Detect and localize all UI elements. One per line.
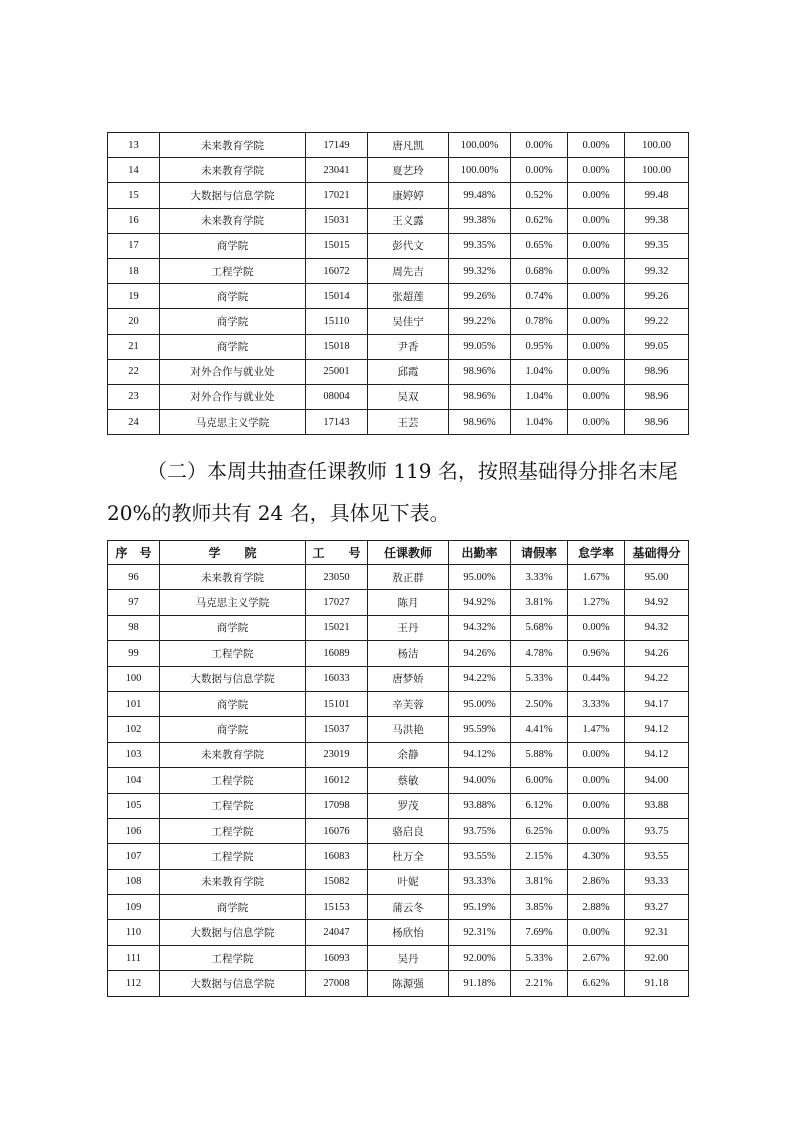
cell-teacher: 周先吉 xyxy=(368,258,449,283)
cell-teacher: 杜万全 xyxy=(368,844,449,869)
cell-truancy-rate: 1.27% xyxy=(568,590,625,615)
cell-staff-id: 25001 xyxy=(306,359,368,384)
cell-base-score: 92.31 xyxy=(625,920,689,945)
cell-seq: 109 xyxy=(108,895,160,920)
cell-attendance-rate: 99.22% xyxy=(449,309,511,334)
cell-leave-rate: 4.78% xyxy=(511,641,568,666)
cell-seq: 104 xyxy=(108,768,160,793)
cell-leave-rate: 1.04% xyxy=(511,359,568,384)
cell-college: 工程学院 xyxy=(160,945,306,970)
header-attendance-rate: 出勤率 xyxy=(449,541,511,565)
header-staff-id: 工 号 xyxy=(306,541,368,565)
cell-base-score: 94.17 xyxy=(625,691,689,716)
cell-staff-id: 23019 xyxy=(306,742,368,767)
cell-leave-rate: 3.81% xyxy=(511,590,568,615)
cell-base-score: 93.75 xyxy=(625,818,689,843)
cell-teacher: 王义露 xyxy=(368,208,449,233)
cell-college: 未来教育学院 xyxy=(160,869,306,894)
cell-attendance-rate: 94.26% xyxy=(449,641,511,666)
cell-college: 工程学院 xyxy=(160,768,306,793)
cell-teacher: 康婷婷 xyxy=(368,183,449,208)
cell-staff-id: 15101 xyxy=(306,691,368,716)
cell-leave-rate: 3.81% xyxy=(511,869,568,894)
bottom-20-percent-table xyxy=(107,540,689,997)
cell-college: 商学院 xyxy=(160,233,306,258)
cell-seq: 112 xyxy=(108,971,160,996)
cell-leave-rate: 0.00% xyxy=(511,133,568,158)
cell-teacher: 陈源强 xyxy=(368,971,449,996)
cell-teacher: 王芸 xyxy=(368,410,449,435)
table-row xyxy=(108,920,689,945)
cell-truancy-rate: 0.00% xyxy=(568,258,625,283)
header-base-score: 基础得分 xyxy=(625,541,689,565)
table-row xyxy=(108,971,689,996)
ranking-table-top xyxy=(107,132,689,435)
cell-truancy-rate: 0.00% xyxy=(568,793,625,818)
header-leave-rate: 请假率 xyxy=(511,541,568,565)
cell-college: 大数据与信息学院 xyxy=(160,971,306,996)
cell-seq: 16 xyxy=(108,208,160,233)
cell-truancy-rate: 0.00% xyxy=(568,768,625,793)
cell-truancy-rate: 0.00% xyxy=(568,410,625,435)
cell-base-score: 94.12 xyxy=(625,742,689,767)
cell-seq: 99 xyxy=(108,641,160,666)
cell-staff-id: 08004 xyxy=(306,384,368,409)
table-row xyxy=(108,334,689,359)
cell-leave-rate: 5.88% xyxy=(511,742,568,767)
cell-staff-id: 15153 xyxy=(306,895,368,920)
table-row xyxy=(108,691,689,716)
cell-attendance-rate: 94.12% xyxy=(449,742,511,767)
cell-college: 未来教育学院 xyxy=(160,133,306,158)
cell-truancy-rate: 0.00% xyxy=(568,384,625,409)
cell-teacher: 余静 xyxy=(368,742,449,767)
cell-truancy-rate: 0.00% xyxy=(568,208,625,233)
cell-teacher: 杨洁 xyxy=(368,641,449,666)
cell-seq: 98 xyxy=(108,615,160,640)
header-truancy-rate: 怠学率 xyxy=(568,541,625,565)
cell-leave-rate: 0.62% xyxy=(511,208,568,233)
cell-leave-rate: 1.04% xyxy=(511,384,568,409)
bottom-20-percent-table-body xyxy=(108,565,689,997)
cell-attendance-rate: 99.38% xyxy=(449,208,511,233)
cell-leave-rate: 5.33% xyxy=(511,666,568,691)
cell-attendance-rate: 93.75% xyxy=(449,818,511,843)
cell-seq: 100 xyxy=(108,666,160,691)
table-row xyxy=(108,384,689,409)
cell-base-score: 93.55 xyxy=(625,844,689,869)
cell-staff-id: 16012 xyxy=(306,768,368,793)
cell-staff-id: 17098 xyxy=(306,793,368,818)
cell-seq: 106 xyxy=(108,818,160,843)
cell-staff-id: 16033 xyxy=(306,666,368,691)
cell-attendance-rate: 94.00% xyxy=(449,768,511,793)
cell-base-score: 94.22 xyxy=(625,666,689,691)
table-row xyxy=(108,410,689,435)
cell-base-score: 99.32 xyxy=(625,258,689,283)
cell-base-score: 99.05 xyxy=(625,334,689,359)
cell-teacher: 吴双 xyxy=(368,384,449,409)
table-row xyxy=(108,258,689,283)
cell-attendance-rate: 99.48% xyxy=(449,183,511,208)
cell-leave-rate: 0.78% xyxy=(511,309,568,334)
cell-base-score: 99.38 xyxy=(625,208,689,233)
cell-leave-rate: 0.74% xyxy=(511,284,568,309)
cell-truancy-rate: 1.67% xyxy=(568,565,625,590)
cell-attendance-rate: 91.18% xyxy=(449,971,511,996)
table-row xyxy=(108,359,689,384)
cell-attendance-rate: 98.96% xyxy=(449,384,511,409)
cell-truancy-rate: 0.00% xyxy=(568,818,625,843)
cell-staff-id: 15082 xyxy=(306,869,368,894)
cell-college: 工程学院 xyxy=(160,793,306,818)
cell-attendance-rate: 92.00% xyxy=(449,945,511,970)
table-row xyxy=(108,133,689,158)
cell-staff-id: 15031 xyxy=(306,208,368,233)
cell-staff-id: 16076 xyxy=(306,818,368,843)
cell-staff-id: 15014 xyxy=(306,284,368,309)
cell-teacher: 陈月 xyxy=(368,590,449,615)
cell-leave-rate: 3.85% xyxy=(511,895,568,920)
cell-leave-rate: 6.00% xyxy=(511,768,568,793)
table-row xyxy=(108,233,689,258)
cell-college: 大数据与信息学院 xyxy=(160,183,306,208)
cell-attendance-rate: 99.32% xyxy=(449,258,511,283)
cell-truancy-rate: 0.00% xyxy=(568,334,625,359)
cell-base-score: 91.18 xyxy=(625,971,689,996)
cell-base-score: 95.00 xyxy=(625,565,689,590)
table-row xyxy=(108,590,689,615)
cell-college: 未来教育学院 xyxy=(160,742,306,767)
cell-leave-rate: 6.12% xyxy=(511,793,568,818)
cell-staff-id: 16072 xyxy=(306,258,368,283)
cell-staff-id: 15015 xyxy=(306,233,368,258)
cell-staff-id: 27008 xyxy=(306,971,368,996)
cell-leave-rate: 0.68% xyxy=(511,258,568,283)
cell-college: 未来教育学院 xyxy=(160,158,306,183)
cell-truancy-rate: 0.00% xyxy=(568,158,625,183)
cell-teacher: 马洪艳 xyxy=(368,717,449,742)
cell-base-score: 99.26 xyxy=(625,284,689,309)
cell-attendance-rate: 92.31% xyxy=(449,920,511,945)
cell-leave-rate: 4.41% xyxy=(511,717,568,742)
table-row xyxy=(108,183,689,208)
cell-college: 马克思主义学院 xyxy=(160,590,306,615)
cell-attendance-rate: 95.59% xyxy=(449,717,511,742)
cell-leave-rate: 7.69% xyxy=(511,920,568,945)
cell-seq: 22 xyxy=(108,359,160,384)
cell-seq: 20 xyxy=(108,309,160,334)
cell-staff-id: 24047 xyxy=(306,920,368,945)
cell-teacher: 杨欣怡 xyxy=(368,920,449,945)
cell-seq: 108 xyxy=(108,869,160,894)
cell-staff-id: 15037 xyxy=(306,717,368,742)
cell-teacher: 彭代文 xyxy=(368,233,449,258)
cell-college: 商学院 xyxy=(160,717,306,742)
cell-truancy-rate: 2.88% xyxy=(568,895,625,920)
cell-staff-id: 15021 xyxy=(306,615,368,640)
table-row xyxy=(108,869,689,894)
cell-staff-id: 16089 xyxy=(306,641,368,666)
cell-college: 商学院 xyxy=(160,615,306,640)
cell-staff-id: 23050 xyxy=(306,565,368,590)
cell-attendance-rate: 100.00% xyxy=(449,133,511,158)
cell-base-score: 93.27 xyxy=(625,895,689,920)
cell-attendance-rate: 100.00% xyxy=(449,158,511,183)
cell-truancy-rate: 0.44% xyxy=(568,666,625,691)
cell-college: 商学院 xyxy=(160,895,306,920)
cell-leave-rate: 5.33% xyxy=(511,945,568,970)
cell-seq: 14 xyxy=(108,158,160,183)
cell-teacher: 罗茂 xyxy=(368,793,449,818)
cell-base-score: 99.35 xyxy=(625,233,689,258)
cell-leave-rate: 2.15% xyxy=(511,844,568,869)
cell-college: 大数据与信息学院 xyxy=(160,920,306,945)
cell-teacher: 蔡敏 xyxy=(368,768,449,793)
cell-college: 商学院 xyxy=(160,334,306,359)
cell-seq: 17 xyxy=(108,233,160,258)
cell-attendance-rate: 99.26% xyxy=(449,284,511,309)
cell-staff-id: 17027 xyxy=(306,590,368,615)
cell-truancy-rate: 0.00% xyxy=(568,284,625,309)
cell-seq: 107 xyxy=(108,844,160,869)
cell-truancy-rate: 2.86% xyxy=(568,869,625,894)
table-row xyxy=(108,565,689,590)
cell-base-score: 100.00 xyxy=(625,133,689,158)
table-header-row xyxy=(108,541,689,565)
cell-truancy-rate: 6.62% xyxy=(568,971,625,996)
cell-seq: 102 xyxy=(108,717,160,742)
cell-attendance-rate: 95.00% xyxy=(449,691,511,716)
cell-seq: 21 xyxy=(108,334,160,359)
header-teacher: 任课教师 xyxy=(368,541,449,565)
cell-attendance-rate: 98.96% xyxy=(449,410,511,435)
cell-truancy-rate: 0.00% xyxy=(568,233,625,258)
cell-truancy-rate: 0.00% xyxy=(568,183,625,208)
cell-attendance-rate: 95.19% xyxy=(449,895,511,920)
cell-truancy-rate: 0.00% xyxy=(568,133,625,158)
table-row xyxy=(108,208,689,233)
cell-college: 商学院 xyxy=(160,691,306,716)
cell-leave-rate: 1.04% xyxy=(511,410,568,435)
cell-college: 马克思主义学院 xyxy=(160,410,306,435)
cell-seq: 13 xyxy=(108,133,160,158)
table-row xyxy=(108,615,689,640)
cell-base-score: 100.00 xyxy=(625,158,689,183)
table-row xyxy=(108,309,689,334)
cell-leave-rate: 0.00% xyxy=(511,158,568,183)
cell-teacher: 蒲云冬 xyxy=(368,895,449,920)
cell-seq: 19 xyxy=(108,284,160,309)
table-row xyxy=(108,158,689,183)
cell-staff-id: 17021 xyxy=(306,183,368,208)
cell-truancy-rate: 0.96% xyxy=(568,641,625,666)
table-row xyxy=(108,945,689,970)
cell-attendance-rate: 99.05% xyxy=(449,334,511,359)
cell-attendance-rate: 94.22% xyxy=(449,666,511,691)
cell-staff-id: 17143 xyxy=(306,410,368,435)
cell-seq: 105 xyxy=(108,793,160,818)
cell-base-score: 94.92 xyxy=(625,590,689,615)
cell-teacher: 唐梦娇 xyxy=(368,666,449,691)
cell-teacher: 尹香 xyxy=(368,334,449,359)
table-row xyxy=(108,666,689,691)
cell-leave-rate: 0.65% xyxy=(511,233,568,258)
cell-staff-id: 15018 xyxy=(306,334,368,359)
cell-teacher: 夏艺玲 xyxy=(368,158,449,183)
cell-base-score: 98.96 xyxy=(625,410,689,435)
table-row xyxy=(108,742,689,767)
cell-truancy-rate: 0.00% xyxy=(568,309,625,334)
header-college: 学 院 xyxy=(160,541,306,565)
cell-attendance-rate: 93.55% xyxy=(449,844,511,869)
table-row xyxy=(108,284,689,309)
summary-paragraph: （二）本周共抽查任课教师 119 名，按照基础得分排名末尾 20%的教师共有 24 名，具体见下表。 xyxy=(107,459,678,525)
cell-truancy-rate: 0.00% xyxy=(568,920,625,945)
cell-teacher: 敖正群 xyxy=(368,565,449,590)
cell-staff-id: 15110 xyxy=(306,309,368,334)
cell-seq: 24 xyxy=(108,410,160,435)
cell-staff-id: 16093 xyxy=(306,945,368,970)
cell-base-score: 98.96 xyxy=(625,384,689,409)
cell-leave-rate: 2.50% xyxy=(511,691,568,716)
table-row xyxy=(108,818,689,843)
cell-leave-rate: 0.52% xyxy=(511,183,568,208)
cell-base-score: 98.96 xyxy=(625,359,689,384)
cell-college: 工程学院 xyxy=(160,258,306,283)
cell-college: 未来教育学院 xyxy=(160,565,306,590)
cell-staff-id: 17149 xyxy=(306,133,368,158)
cell-seq: 103 xyxy=(108,742,160,767)
cell-base-score: 99.22 xyxy=(625,309,689,334)
cell-teacher: 骆启良 xyxy=(368,818,449,843)
cell-seq: 96 xyxy=(108,565,160,590)
cell-staff-id: 16083 xyxy=(306,844,368,869)
cell-leave-rate: 5.68% xyxy=(511,615,568,640)
header-seq: 序 号 xyxy=(108,541,160,565)
cell-leave-rate: 2.21% xyxy=(511,971,568,996)
cell-truancy-rate: 2.67% xyxy=(568,945,625,970)
cell-seq: 111 xyxy=(108,945,160,970)
table-row xyxy=(108,844,689,869)
cell-college: 工程学院 xyxy=(160,818,306,843)
table-row xyxy=(108,768,689,793)
cell-college: 对外合作与就业处 xyxy=(160,359,306,384)
cell-college: 工程学院 xyxy=(160,641,306,666)
cell-base-score: 93.88 xyxy=(625,793,689,818)
cell-attendance-rate: 94.92% xyxy=(449,590,511,615)
cell-leave-rate: 6.25% xyxy=(511,818,568,843)
cell-staff-id: 23041 xyxy=(306,158,368,183)
cell-seq: 18 xyxy=(108,258,160,283)
cell-base-score: 94.26 xyxy=(625,641,689,666)
cell-teacher: 叶妮 xyxy=(368,869,449,894)
cell-truancy-rate: 3.33% xyxy=(568,691,625,716)
cell-attendance-rate: 94.32% xyxy=(449,615,511,640)
cell-teacher: 邱霞 xyxy=(368,359,449,384)
cell-attendance-rate: 98.96% xyxy=(449,359,511,384)
ranking-table-top-body xyxy=(108,133,689,435)
table-row xyxy=(108,641,689,666)
cell-base-score: 99.48 xyxy=(625,183,689,208)
cell-truancy-rate: 0.00% xyxy=(568,615,625,640)
cell-seq: 97 xyxy=(108,590,160,615)
table-row xyxy=(108,793,689,818)
cell-seq: 15 xyxy=(108,183,160,208)
cell-truancy-rate: 1.47% xyxy=(568,717,625,742)
table-row xyxy=(108,717,689,742)
cell-attendance-rate: 95.00% xyxy=(449,565,511,590)
cell-teacher: 王丹 xyxy=(368,615,449,640)
cell-college: 对外合作与就业处 xyxy=(160,384,306,409)
cell-seq: 23 xyxy=(108,384,160,409)
cell-teacher: 唐凡凯 xyxy=(368,133,449,158)
cell-attendance-rate: 99.35% xyxy=(449,233,511,258)
cell-college: 大数据与信息学院 xyxy=(160,666,306,691)
cell-teacher: 吴丹 xyxy=(368,945,449,970)
cell-seq: 110 xyxy=(108,920,160,945)
cell-attendance-rate: 93.88% xyxy=(449,793,511,818)
cell-base-score: 93.33 xyxy=(625,869,689,894)
cell-base-score: 94.12 xyxy=(625,717,689,742)
cell-college: 商学院 xyxy=(160,284,306,309)
cell-college: 工程学院 xyxy=(160,844,306,869)
cell-teacher: 张超莲 xyxy=(368,284,449,309)
cell-college: 未来教育学院 xyxy=(160,208,306,233)
cell-truancy-rate: 0.00% xyxy=(568,742,625,767)
table-row xyxy=(108,895,689,920)
cell-truancy-rate: 0.00% xyxy=(568,359,625,384)
cell-college: 商学院 xyxy=(160,309,306,334)
cell-leave-rate: 3.33% xyxy=(511,565,568,590)
cell-seq: 101 xyxy=(108,691,160,716)
cell-base-score: 92.00 xyxy=(625,945,689,970)
cell-truancy-rate: 4.30% xyxy=(568,844,625,869)
cell-teacher: 辛芙蓉 xyxy=(368,691,449,716)
cell-base-score: 94.00 xyxy=(625,768,689,793)
cell-leave-rate: 0.95% xyxy=(511,334,568,359)
cell-teacher: 吴佳宁 xyxy=(368,309,449,334)
cell-base-score: 94.32 xyxy=(625,615,689,640)
cell-attendance-rate: 93.33% xyxy=(449,869,511,894)
